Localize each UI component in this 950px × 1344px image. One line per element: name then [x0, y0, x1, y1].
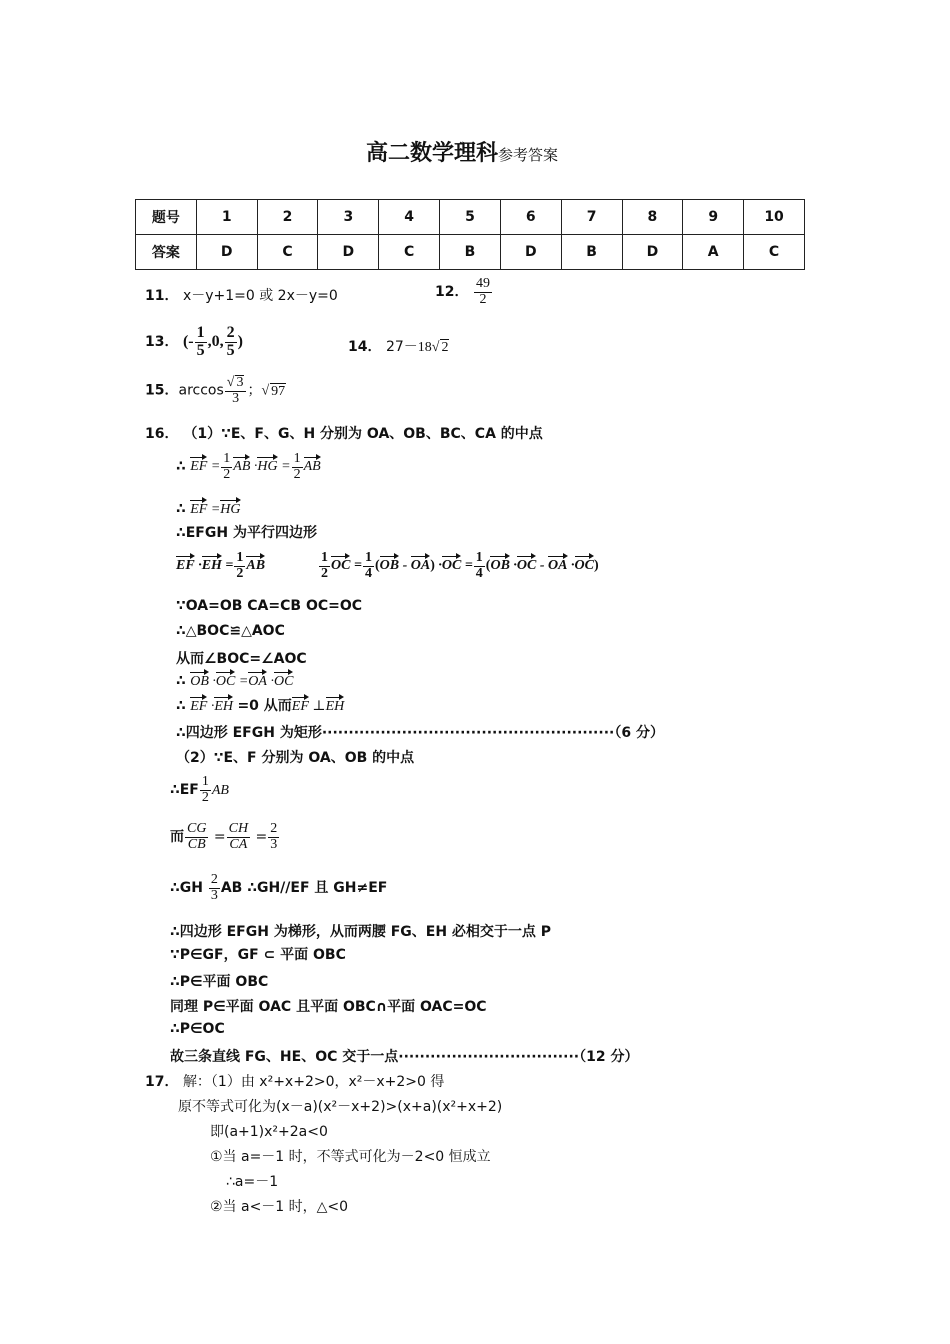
q16-l15b: AB ∴GH//EF 且 GH≠EF — [220, 880, 388, 897]
vec-hg: HG — [257, 454, 277, 475]
q17-l1: 解：（1）由 x²+x+2>0，x²－x+2>0 得 — [182, 1074, 445, 1090]
q13-f2d: 5 — [226, 341, 235, 359]
q15-frac — [225, 375, 247, 406]
sqrt-symbol: √ — [431, 340, 440, 355]
table-cell: D — [622, 235, 683, 270]
q15-fn: 3 — [236, 375, 244, 390]
q17-line6: ②当 a<－1 时，△<0 — [210, 1199, 349, 1215]
frac-n: 1 — [364, 550, 372, 565]
minus: - — [402, 558, 408, 574]
table-cell: 8 — [622, 200, 683, 235]
frac-d: 3 — [270, 836, 278, 852]
frac-d: 2 — [236, 565, 244, 581]
q13-mid: ,0, — [207, 332, 224, 350]
q13-close: ) — [237, 332, 243, 350]
title-sub: 参考答案 — [498, 146, 559, 164]
vec-ab: AB — [304, 454, 321, 475]
q14-r: 2 — [441, 340, 449, 355]
dot: · — [513, 558, 517, 574]
table-cell: D — [196, 235, 257, 270]
q16-l1: （1）∵E、F、G、H 分别为 OA、OB、BC、CA 的中点 — [183, 426, 543, 442]
q17-line2: 原不等式可化为(x－a)(x²－x+2)>(x+a)(x²+x+2) — [178, 1099, 503, 1115]
frac-cg-cb — [185, 822, 208, 852]
frac-n: CG — [187, 821, 207, 836]
eq: = — [210, 502, 221, 517]
q16-line8: 从而∠BOC=∠AOC — [176, 651, 307, 667]
vec-oc: OC — [274, 669, 293, 690]
vec-hg: HG — [220, 497, 240, 518]
sqrt-symbol: √ — [226, 375, 235, 390]
table-cell: D — [318, 235, 379, 270]
q15-r: 97 — [271, 383, 286, 399]
q13-f1d: 5 — [196, 341, 205, 359]
q16-line3 — [176, 497, 241, 518]
frac-half — [234, 551, 245, 581]
eq: = — [225, 558, 234, 574]
paren: ( — [485, 558, 491, 574]
vec-ob: OB — [490, 553, 509, 574]
frac-half — [200, 775, 211, 805]
vec-ef: EF — [190, 694, 207, 715]
table-cell: A — [683, 235, 744, 270]
vec-ab: AB — [246, 553, 265, 574]
table-cell: 5 — [440, 200, 501, 235]
frac-half — [292, 452, 303, 482]
vec-oc: OC — [331, 553, 350, 574]
q15-sep: ； — [247, 382, 262, 399]
frac-d: 2 — [293, 466, 301, 482]
q13-open: (- — [182, 332, 194, 350]
table-cell: B — [440, 235, 501, 270]
table-cell: C — [257, 235, 318, 270]
table-row-header: 答案 — [136, 235, 197, 270]
perp: ⊥ — [312, 699, 326, 714]
table-row-answers — [136, 235, 805, 270]
q15-num: 15． — [145, 382, 179, 399]
q16-l10a: =0 从而 — [237, 698, 292, 714]
vec-oc: OC — [517, 553, 536, 574]
table-cell: 9 — [683, 200, 744, 235]
eq: = — [210, 459, 221, 475]
vec-oc: OC — [442, 553, 461, 574]
answer-table — [135, 199, 805, 270]
q13 — [145, 325, 243, 360]
q16-line16: ∴四边形 EFGH 为梯形，从而两腰 FG、EH 必相交于一点 P — [170, 924, 552, 940]
page-title — [366, 136, 558, 167]
table-cell: 3 — [318, 200, 379, 235]
vec-oa: OA — [411, 553, 430, 574]
title-main: 高二数学理科 — [366, 141, 499, 166]
q16-line18: ∴P∈平面 OBC — [170, 974, 269, 990]
q13-frac1 — [195, 325, 207, 360]
frac-ch-ca — [227, 822, 250, 852]
q12-n: 49 — [475, 276, 490, 291]
q12-d: 2 — [479, 291, 487, 307]
vec-ef: EF — [176, 553, 195, 574]
q16-line5 — [176, 551, 599, 581]
q16-num: 16． — [145, 426, 179, 442]
frac-n: 1 — [236, 550, 244, 565]
table-cell: 7 — [561, 200, 622, 235]
vec-eh: EH — [202, 553, 222, 574]
vec-eh: EH — [214, 694, 233, 715]
q17-line5: ∴a=－1 — [226, 1174, 279, 1190]
q16-line14 — [170, 822, 280, 852]
frac-half — [319, 551, 330, 581]
q16-line21: 故三条直线 FG、HE、OC 交于一点··································（12 分） — [170, 1049, 639, 1065]
frac-d: 4 — [364, 565, 372, 581]
frac-quarter — [474, 551, 485, 581]
table-cell: D — [500, 235, 561, 270]
eq: = — [213, 829, 226, 846]
q15-a: arccos — [178, 382, 224, 399]
q14-num: 14． — [348, 339, 382, 355]
q14-a: 27－ — [385, 339, 418, 355]
q12-num: 12． — [435, 284, 469, 301]
minus: - — [539, 558, 545, 574]
frac-d: 3 — [210, 887, 218, 903]
dot: · — [210, 699, 215, 714]
q16-line2 — [176, 452, 321, 482]
therefore-symbol: ∴ — [176, 698, 186, 714]
q13-f2n: 2 — [226, 324, 235, 341]
dot: · — [253, 459, 258, 475]
q16-line13 — [170, 775, 229, 805]
therefore-symbol: ∴ — [176, 673, 186, 689]
dot: · — [212, 674, 216, 689]
frac-n: 2 — [270, 821, 278, 836]
eq: = — [255, 829, 268, 846]
q11-text: x－y+1=0 或 2x－y=0 — [182, 288, 338, 304]
q17-line1 — [145, 1071, 444, 1091]
frac-n: 1 — [321, 550, 328, 565]
table-cell: 10 — [744, 200, 805, 235]
ab-label: AB — [211, 783, 229, 799]
frac-n: CH — [228, 821, 249, 836]
q16-line12: （2）∵E、F 分别为 OA、OB 的中点 — [176, 750, 415, 766]
therefore-symbol: ∴ — [176, 458, 186, 475]
table-cell: C — [379, 235, 440, 270]
eq: = — [238, 674, 249, 689]
q16-line11: ∴四边形 EFGH 为矩形·······················································（6 分） — [176, 725, 664, 741]
q14 — [348, 336, 449, 356]
table-cell: 4 — [379, 200, 440, 235]
vec-ob: OB — [190, 669, 209, 690]
vec-ef: EF — [190, 497, 207, 518]
eq: = — [353, 558, 362, 574]
q16-line19: 同理 P∈平面 OAC 且平面 OBC∩平面 OAC=OC — [170, 999, 487, 1015]
q17-line3: 即(a+1)x²+2a<0 — [210, 1124, 328, 1140]
table-row-header: 题号 — [136, 200, 197, 235]
q16-l15a: ∴GH — [170, 880, 203, 897]
dot: · — [198, 558, 202, 574]
sqrt-symbol: √ — [261, 383, 270, 399]
q11 — [145, 285, 338, 305]
q16-line6: ∵OA=OB CA=CB OC=OC — [176, 598, 363, 614]
q16-l14a: 而 — [170, 829, 184, 846]
frac-d: 2 — [223, 466, 231, 482]
table-cell: B — [561, 235, 622, 270]
frac-two-thirds — [209, 873, 220, 903]
q16-line10 — [176, 694, 344, 715]
q12 — [435, 277, 493, 307]
eq: = — [281, 459, 291, 475]
frac-n: 1 — [201, 774, 209, 789]
table-cell: 1 — [196, 200, 257, 235]
vec-ob: OB — [380, 553, 399, 574]
vec-eh: EH — [326, 694, 345, 715]
dot: · — [438, 558, 442, 574]
paren: ) — [593, 558, 599, 574]
frac-d: 4 — [475, 565, 483, 581]
eq: = — [464, 558, 473, 574]
vec-oc: OC — [216, 669, 235, 690]
table-cell: C — [744, 235, 805, 270]
q15-fd: 3 — [232, 390, 240, 406]
q11-num: 11． — [145, 288, 179, 304]
vec-ef: EF — [292, 694, 309, 715]
table-cell: 6 — [500, 200, 561, 235]
q13-f1n: 1 — [196, 324, 205, 341]
q16-l13a: ∴EF — [170, 782, 199, 799]
q16-line20: ∴P∈OC — [170, 1021, 225, 1037]
frac-half — [221, 452, 232, 482]
q16-line15 — [170, 873, 387, 903]
q17-line4: ①当 a=－1 时，不等式可化为－2<0 恒成立 — [210, 1149, 491, 1165]
paren: ( — [374, 558, 380, 574]
dot: · — [270, 674, 274, 689]
q13-frac2 — [225, 325, 237, 360]
dot: · — [571, 558, 575, 574]
q16-line9 — [176, 669, 293, 690]
frac-d: CB — [187, 836, 206, 852]
vec-ef: EF — [190, 454, 207, 475]
frac-n: 2 — [210, 872, 218, 887]
frac-n: 1 — [223, 451, 231, 466]
q16-line17: ∵P∈GF，GF ⊂ 平面 OBC — [170, 947, 346, 963]
vec-ab: AB — [233, 454, 250, 475]
frac-n: 1 — [475, 550, 483, 565]
paren: ) — [430, 558, 435, 574]
frac-d: 2 — [201, 789, 209, 805]
frac-d: CA — [229, 836, 248, 852]
q12-fraction — [474, 277, 492, 307]
frac-two-thirds — [268, 822, 279, 852]
q13-num: 13． — [145, 333, 179, 350]
vec-oc: OC — [575, 553, 594, 574]
q14-b: 18 — [417, 340, 432, 355]
q16-line7: ∴△BOC≌△AOC — [176, 623, 285, 639]
vec-oa: OA — [548, 553, 567, 574]
table-row-numbers — [136, 200, 805, 235]
frac-n: 1 — [293, 451, 301, 466]
frac-quarter — [363, 551, 374, 581]
q17-num: 17． — [145, 1074, 179, 1090]
q15 — [145, 375, 286, 406]
table-cell: 2 — [257, 200, 318, 235]
vec-oa: OA — [248, 669, 267, 690]
frac-d: 2 — [321, 565, 328, 581]
q16-line4: ∴EFGH 为平行四边形 — [176, 525, 317, 541]
therefore-symbol: ∴ — [176, 501, 186, 517]
q16-line1 — [145, 423, 543, 443]
